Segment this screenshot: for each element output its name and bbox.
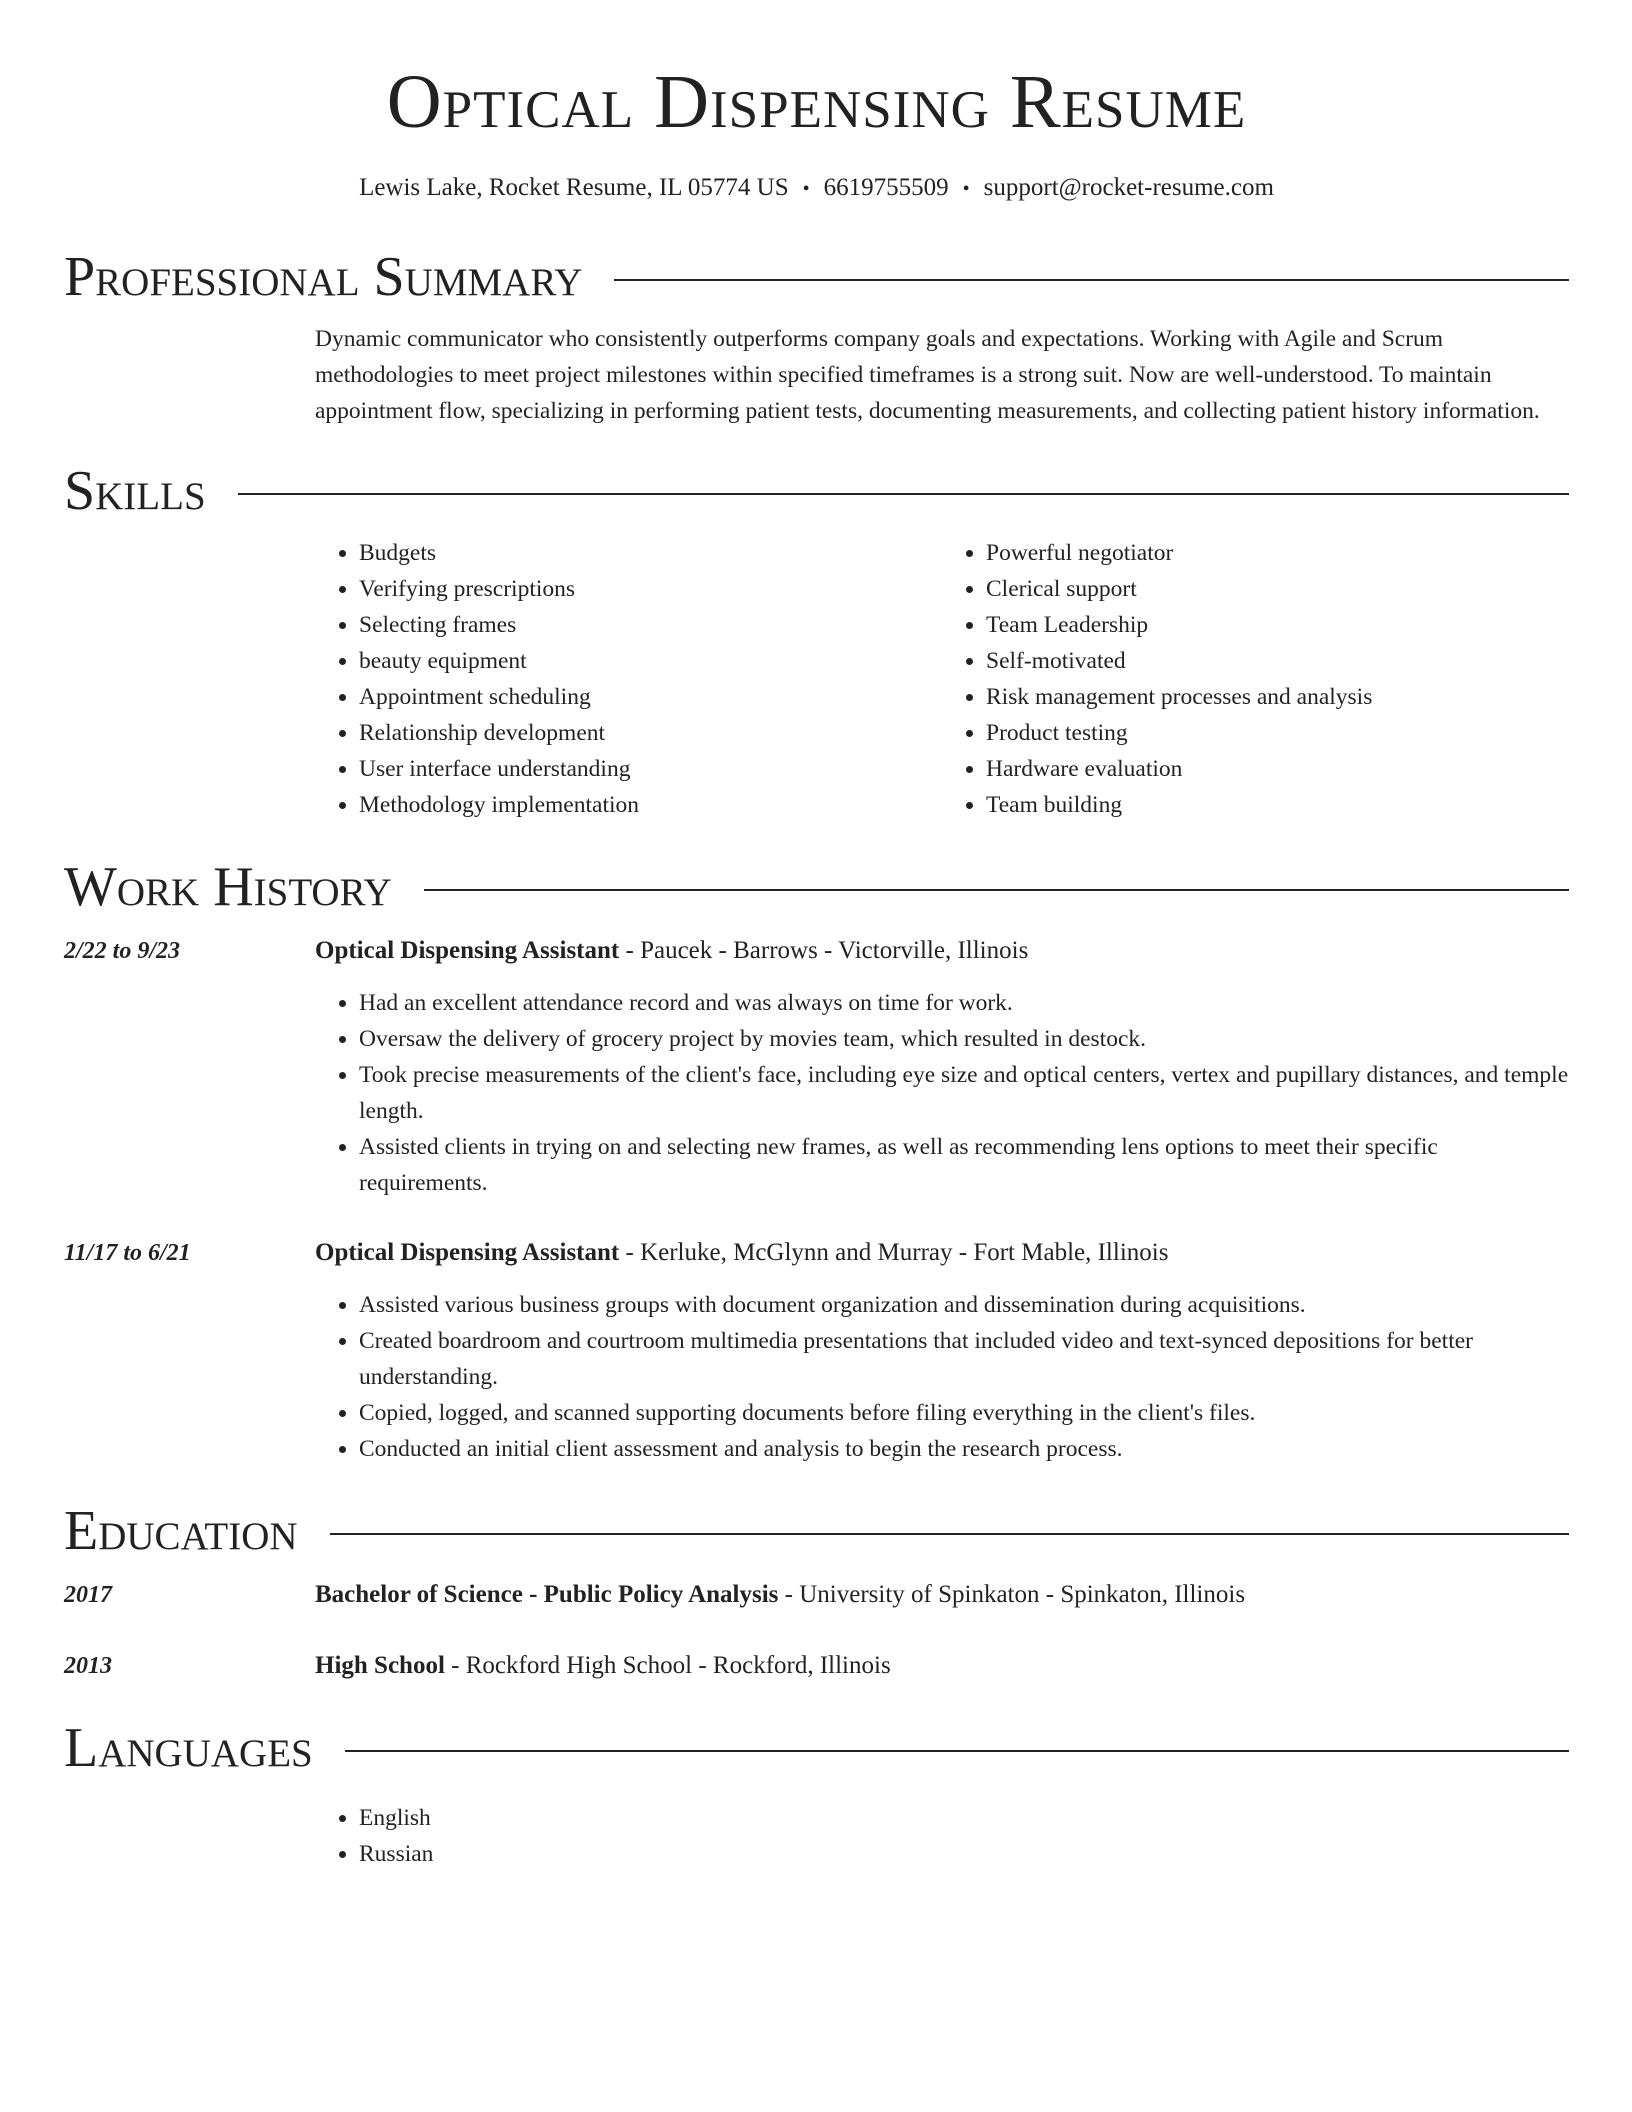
section-divider (330, 1533, 1569, 1535)
job-dates: 11/17 to 6/21 (64, 1240, 191, 1266)
skill-item: • Relationship development (359, 715, 942, 751)
language-item: • English (359, 1800, 1569, 1836)
section-title-education: Education (64, 1500, 298, 1562)
job-dates: 2/22 to 9/23 (64, 938, 181, 964)
section-divider (424, 889, 1569, 891)
section-title-skills: Skills (64, 460, 206, 522)
work-history-section (64, 849, 1569, 1467)
job-header (64, 933, 1569, 969)
job-role: Optical Dispensing Assistant (315, 937, 620, 964)
job-bullet: • Assisted clients in trying on and selecting new frames, as well as recommending lens options to meet their specific requirements. (359, 1129, 1569, 1201)
education-entry (64, 1648, 1569, 1684)
skill-item: • Risk management processes and analysis (986, 679, 1569, 715)
contact-line (64, 172, 1569, 205)
section-header (64, 849, 1569, 925)
skill-item: • Methodology implementation (359, 787, 942, 823)
skill-item: • Budgets (359, 535, 942, 571)
section-header (64, 1493, 1569, 1569)
languages-section (64, 1710, 1569, 1872)
contact-separator: • (802, 178, 810, 200)
summary-text: Dynamic communicator who consistently outperforms company goals and expectations. Working with Agile and Scrum methodologies to meet project milestones within specified timeframes is a strong suit. Now are well-understood. To maintain appointment flow, specializing in performing patient tests, documenting measurements, and collecting patient history information. (315, 326, 1540, 424)
education-year: 2013 (64, 1653, 112, 1679)
job-role: Optical Dispensing Assistant (315, 1239, 620, 1266)
languages-list (315, 1800, 1569, 1872)
skills-list-right (942, 535, 1569, 823)
job-bullets (315, 1287, 1569, 1467)
education-year: 2017 (64, 1582, 112, 1608)
job-bullet: • Created boardroom and courtroom multimedia presentations that included video and text-synced depositions for better understanding. (359, 1323, 1569, 1395)
skill-item: • Self-motivated (986, 643, 1569, 679)
job-title-line (315, 933, 1028, 969)
section-header (64, 239, 1569, 315)
education-line (315, 1577, 1245, 1613)
education-entry (64, 1577, 1569, 1613)
language-item: • Russian (359, 1836, 1569, 1872)
section-divider (345, 1750, 1569, 1752)
section-divider (238, 493, 1569, 495)
resume-page (64, 0, 1569, 1872)
skill-item: • Powerful negotiator (986, 535, 1569, 571)
education-school: - Rockford High School - Rockford, Illinois (444, 1652, 891, 1679)
summary-section (64, 239, 1569, 429)
skill-item: • Team Leadership (986, 607, 1569, 643)
education-section (64, 1493, 1569, 1684)
job-employer: - Paucek - Barrows - Victorville, Illinois (619, 937, 1029, 964)
education-degree: High School (315, 1652, 445, 1679)
skill-item: • Team building (986, 787, 1569, 823)
skill-item: • Appointment scheduling (359, 679, 942, 715)
education-school: - University of Spinkaton - Spinkaton, Illinois (778, 1581, 1246, 1608)
job-bullet: • Conducted an initial client assessment and analysis to begin the research process. (359, 1431, 1569, 1467)
skills-columns (315, 535, 1569, 823)
section-title-languages: Languages (64, 1717, 313, 1779)
job-bullet: • Had an excellent attendance record and was always on time for work. (359, 985, 1569, 1021)
job-bullet: • Assisted various business groups with document organization and dissemination during acquisitions. (359, 1287, 1569, 1323)
skills-section (64, 453, 1569, 823)
job-entry (64, 1235, 1569, 1467)
skill-item: • User interface understanding (359, 751, 942, 787)
contact-separator: • (962, 178, 970, 200)
job-employer: - Kerluke, McGlynn and Murray - Fort Mable, Illinois (619, 1239, 1169, 1266)
skill-item: • beauty equipment (359, 643, 942, 679)
skill-item: • Hardware evaluation (986, 751, 1569, 787)
job-title-line (315, 1235, 1168, 1271)
contact-phone: 6619755509 (823, 174, 949, 201)
section-title-work: Work History (64, 856, 392, 918)
education-degree: Bachelor of Science - Public Policy Analysis (315, 1581, 779, 1608)
resume-title: Optical Dispensing Resume (386, 60, 1247, 144)
skills-list-left (315, 535, 942, 823)
skill-item: • Product testing (986, 715, 1569, 751)
section-header (64, 453, 1569, 529)
skill-item: • Clerical support (986, 571, 1569, 607)
skill-item: • Verifying prescriptions (359, 571, 942, 607)
section-title-summary: Professional Summary (64, 246, 583, 308)
job-bullet: • Oversaw the delivery of grocery project by movies team, which resulted in destock. (359, 1021, 1569, 1057)
job-bullet: • Took precise measurements of the client's face, including eye size and optical centers, vertex and pupillary distances, and temple length. (359, 1057, 1569, 1129)
skill-item: • Selecting frames (359, 607, 942, 643)
job-header (64, 1235, 1569, 1271)
section-header (64, 1710, 1569, 1786)
section-divider (614, 279, 1569, 281)
job-bullets (315, 985, 1569, 1201)
job-entry (64, 933, 1569, 1201)
contact-email: support@rocket-resume.com (983, 174, 1274, 201)
contact-address: Lewis Lake, Rocket Resume, IL 05774 US (359, 174, 789, 201)
job-bullet: • Copied, logged, and scanned supporting documents before filing everything in the client's files. (359, 1395, 1569, 1431)
education-line (315, 1648, 891, 1684)
